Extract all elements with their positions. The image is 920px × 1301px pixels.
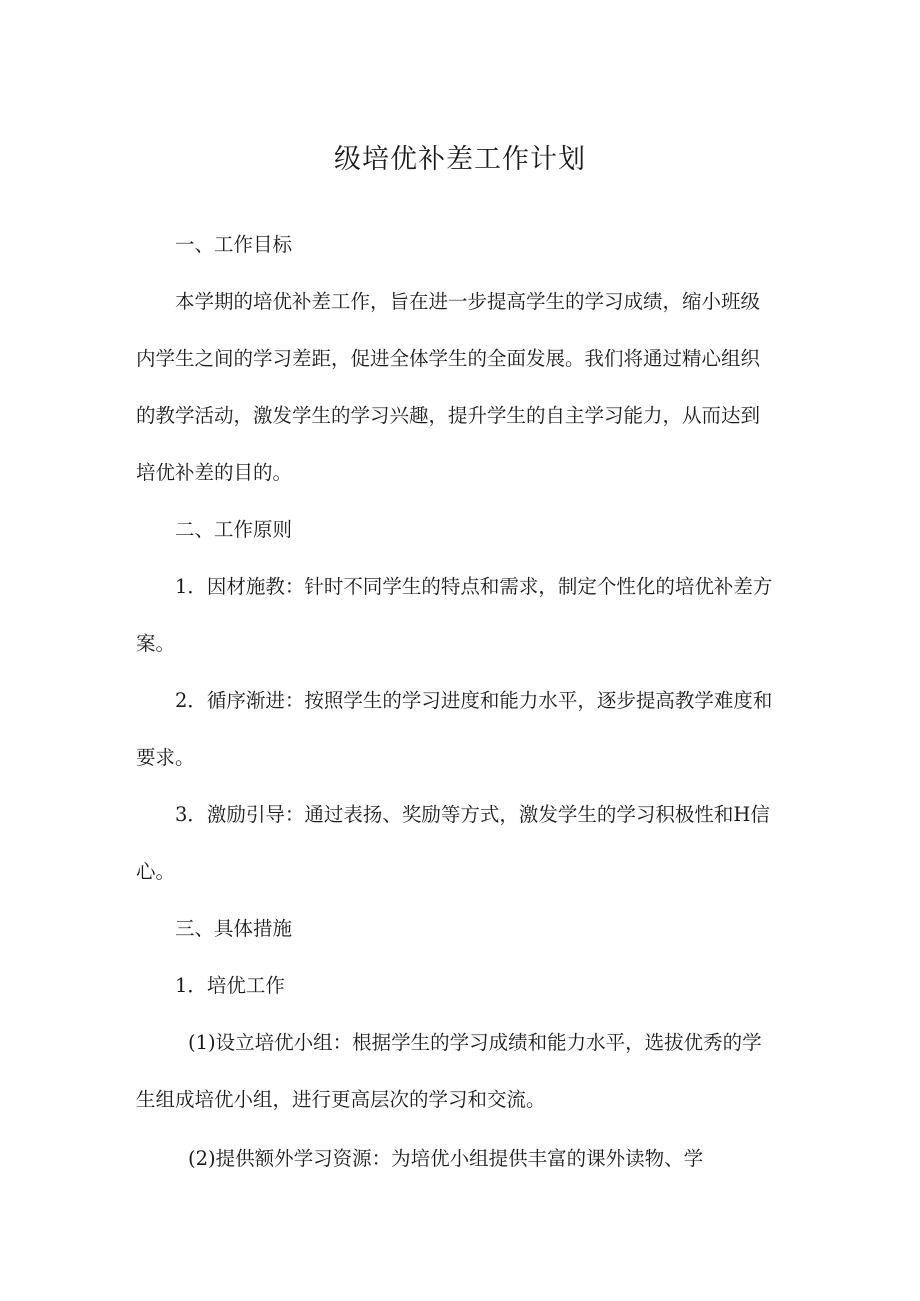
document-title: 级培优补差工作计划 [334, 144, 586, 175]
list-item-measure-1-cont: 生组成培优小组，进行更高层次的学习和交流。 [136, 1088, 546, 1111]
list-item-principle-2-cont: 要求。 [136, 746, 195, 769]
list-item-principle-2: 2．循序渐进：按照学生的学习进度和能力水平，逐步提高教学难度和 [175, 689, 773, 712]
paragraph-line: 内学生之间的学习差距，促进全体学生的全面发展。我们将通过精心组织 [136, 347, 761, 370]
paragraph-line: 的教学活动，激发学生的学习兴趣，提升学生的自主学习能力，从而达到 [136, 404, 761, 427]
section-heading-goal: 一、工作目标 [175, 233, 293, 256]
list-item-principle-3-cont: 心。 [136, 860, 176, 883]
list-item-measure-2: (2)提供额外学习资源：为培优小组提供丰富的课外读物、学 [188, 1147, 704, 1170]
paragraph-line: 培优补差的目的。 [136, 461, 293, 484]
list-item-principle-1-cont: 案。 [136, 632, 176, 655]
section-heading-measures: 三、具体措施 [175, 917, 293, 940]
list-item-principle-1: 1．因材施教：针时不同学生的特点和需求，制定个性化的培优补差方 [175, 575, 773, 598]
section-heading-principle: 二、工作原则 [175, 518, 293, 541]
subsection-heading-excellence: 1．培优工作 [175, 974, 285, 997]
list-item-measure-1: (1)设立培优小组：根据学生的学习成绩和能力水平，选拔优秀的学 [188, 1031, 762, 1054]
list-item-principle-3: 3．激励引导：通过表扬、奖励等方式，激发学生的学习积极性和H信 [175, 803, 770, 826]
paragraph-line: 本学期的培优补差工作，旨在进一步提高学生的学习成绩，缩小班级 [175, 290, 761, 313]
